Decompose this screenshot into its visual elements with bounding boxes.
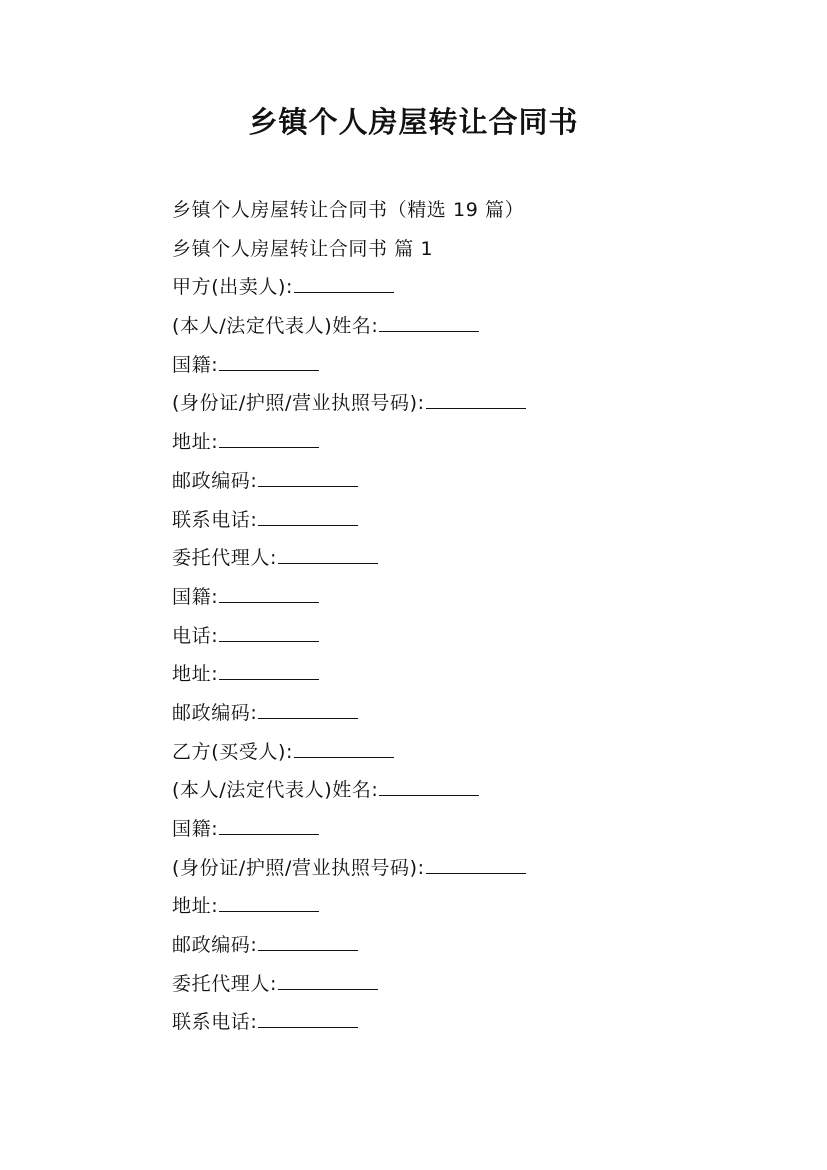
document-line <box>172 694 772 733</box>
fill-in-blank <box>426 872 526 874</box>
document-line <box>172 733 772 772</box>
line-text: 邮政编码: <box>172 934 258 957</box>
fill-in-blank <box>219 678 319 680</box>
document-line <box>172 617 772 656</box>
line-text: (身份证/护照/营业执照号码): <box>172 392 425 415</box>
line-text: 委托代理人: <box>172 547 278 570</box>
line-text: 乡镇个人房屋转让合同书 篇 1 <box>172 237 434 260</box>
line-text: 国籍: <box>172 818 219 840</box>
document-line <box>172 578 772 617</box>
document-line <box>172 346 772 385</box>
fill-in-blank <box>258 485 358 487</box>
document-line <box>172 230 772 269</box>
line-text: 乙方(买受人): <box>172 740 294 763</box>
document-line <box>172 887 772 926</box>
line-text: (本人/法定代表人)姓名: <box>172 779 379 802</box>
document-line <box>172 655 772 694</box>
document-line <box>172 501 772 540</box>
fill-in-blank <box>219 833 319 835</box>
document-line <box>172 926 772 965</box>
line-text: 地址: <box>172 431 219 454</box>
fill-in-blank <box>426 407 526 409</box>
fill-in-blank <box>379 794 479 796</box>
fill-in-blank <box>258 949 358 951</box>
line-text: 联系电话: <box>172 508 258 531</box>
document-line <box>172 849 772 888</box>
line-text: (身份证/护照/营业执照号码): <box>172 856 425 879</box>
line-text: 乡镇个人房屋转让合同书（精选 19 篇） <box>172 199 525 221</box>
line-text: 地址: <box>172 663 219 686</box>
document-line <box>172 384 772 423</box>
line-text: 委托代理人: <box>172 972 278 995</box>
document-title: 乡镇个人房屋转让合同书 <box>248 105 579 139</box>
fill-in-blank <box>294 756 394 758</box>
fill-in-blank <box>219 601 319 603</box>
line-text: 电话: <box>172 624 219 647</box>
document-line <box>172 462 772 501</box>
document-line <box>172 539 772 578</box>
document-line <box>172 965 772 1004</box>
fill-in-blank <box>278 988 378 990</box>
document-line <box>172 810 772 849</box>
fill-in-blank <box>219 910 319 912</box>
line-text: (本人/法定代表人)姓名: <box>172 315 379 338</box>
line-text: 地址: <box>172 895 219 918</box>
line-text: 联系电话: <box>172 1011 258 1034</box>
line-text: 国籍: <box>172 353 219 376</box>
fill-in-blank <box>219 369 319 371</box>
line-text: 邮政编码: <box>172 469 258 492</box>
document-line <box>172 268 772 307</box>
fill-in-blank <box>294 291 394 293</box>
document-line <box>172 423 772 462</box>
document-line <box>172 191 772 230</box>
line-text: 邮政编码: <box>172 701 258 724</box>
fill-in-blank <box>258 717 358 719</box>
line-text: 甲方(出卖人): <box>172 276 294 299</box>
fill-in-blank <box>258 524 358 526</box>
fill-in-blank <box>219 640 319 642</box>
document-line <box>172 307 772 346</box>
fill-in-blank <box>219 446 319 448</box>
document-line <box>172 771 772 810</box>
fill-in-blank <box>258 1026 358 1028</box>
document-line <box>172 1003 772 1042</box>
fill-in-blank <box>379 330 479 332</box>
fill-in-blank <box>278 562 378 564</box>
line-text: 国籍: <box>172 585 219 608</box>
document-body <box>172 191 772 1042</box>
